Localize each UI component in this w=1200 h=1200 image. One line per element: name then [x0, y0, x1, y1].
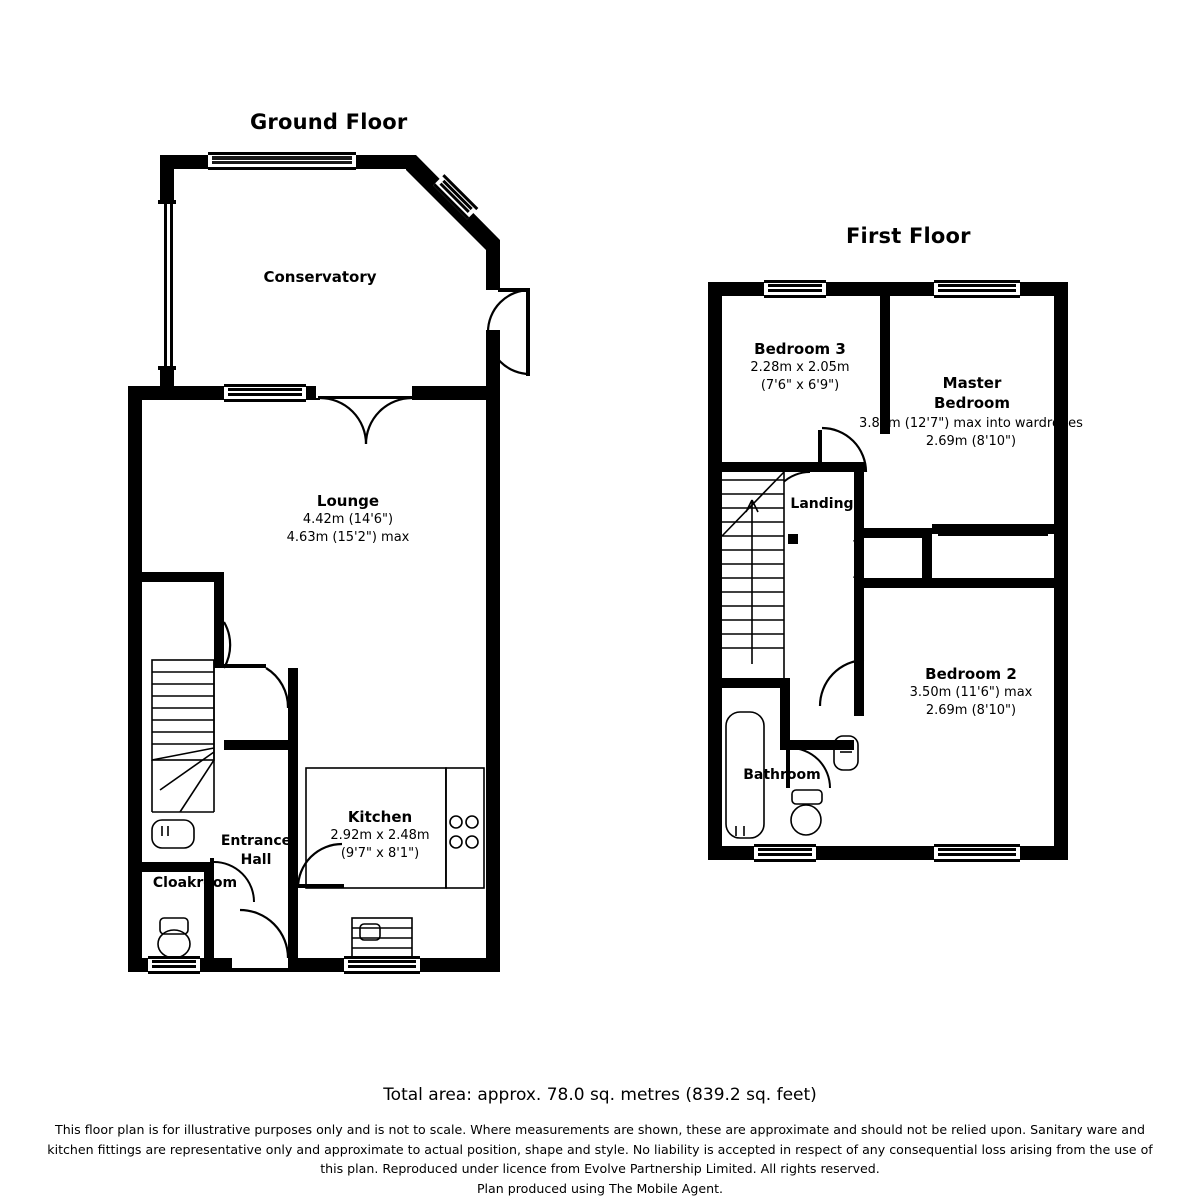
- landing-name: Landing: [790, 496, 854, 512]
- disclaimer-line-1: This floor plan is for illustrative purposes only and is not to scale. Where measurements are shown, these are approximate and should not be relied upon. Sanitary ware and: [55, 1122, 1145, 1137]
- total-area-text: Total area: approx. 78.0 sq. metres (839.2 sq. feet): [383, 1085, 817, 1105]
- master-bedroom-dimensions: [856, 415, 1086, 450]
- bedroom-3-dimension-1: 2.28m x 2.05m: [750, 360, 850, 376]
- room-label-entrance-hall: [196, 832, 316, 870]
- master-bedroom-dimension-2: 2.69m (8'10"): [925, 433, 1017, 449]
- conservatory-name: Conservatory: [263, 268, 377, 286]
- ground-floor-title: Ground Floor: [250, 110, 408, 134]
- bedroom-2-name: Bedroom 2: [925, 665, 1017, 683]
- master-bedroom-name-line2: Bedroom: [934, 394, 1010, 413]
- room-label-bedroom-3: [716, 339, 884, 394]
- disclaimer-line-3: this plan. Reproduced under licence from Evolve Partnership Limited. All rights reserved.: [320, 1161, 880, 1177]
- master-bedroom-name-line1: Master: [942, 374, 1002, 392]
- master-bedroom-dimension-1: 3.83m (12'7") max into wardrobes: [859, 416, 1083, 431]
- bathroom-name: Bathroom: [743, 767, 821, 783]
- disclaimer-line-2: kitchen fittings are representative only and approximate to actual position, shape and style. No liability is accepted in respect of any consequential loss arising from the use of: [47, 1141, 1153, 1157]
- plan-credit: Plan produced using The Mobile Agent.: [476, 1180, 724, 1196]
- first-floor-title: First Floor: [846, 224, 971, 248]
- entrance-hall-name-line2: Hall: [240, 851, 272, 868]
- lounge-dimension-1: 4.42m (14'6"): [302, 512, 394, 528]
- room-label-conservatory: [198, 267, 442, 287]
- lounge-dimension-2: 4.63m (15'2") max: [286, 529, 410, 545]
- room-label-bedroom-2: [884, 664, 1058, 719]
- kitchen-dimension-1: 2.92m x 2.48m: [330, 828, 430, 844]
- kitchen-name: Kitchen: [347, 808, 413, 826]
- room-label-lounge: [218, 491, 478, 546]
- cloakroom-name: Cloakroom: [152, 875, 238, 891]
- lounge-name: Lounge: [316, 492, 380, 510]
- disclaimer-text: [0, 1120, 1200, 1198]
- entrance-hall-name-line1: Entrance: [220, 833, 292, 849]
- bedroom-3-dimension-2: (7'6" x 6'9"): [760, 377, 840, 393]
- bedroom-3-name: Bedroom 3: [754, 340, 846, 358]
- room-label-bathroom: [724, 766, 840, 785]
- room-label-cloakroom: [138, 874, 252, 893]
- bedroom-2-dimension-1: 3.50m (11'6") max: [909, 685, 1033, 701]
- room-label-master-bedroom: [892, 373, 1052, 414]
- kitchen-dimension-2: (9'7" x 8'1"): [340, 845, 420, 861]
- room-label-landing: [772, 495, 872, 514]
- bedroom-2-dimension-2: 2.69m (8'10"): [925, 702, 1017, 718]
